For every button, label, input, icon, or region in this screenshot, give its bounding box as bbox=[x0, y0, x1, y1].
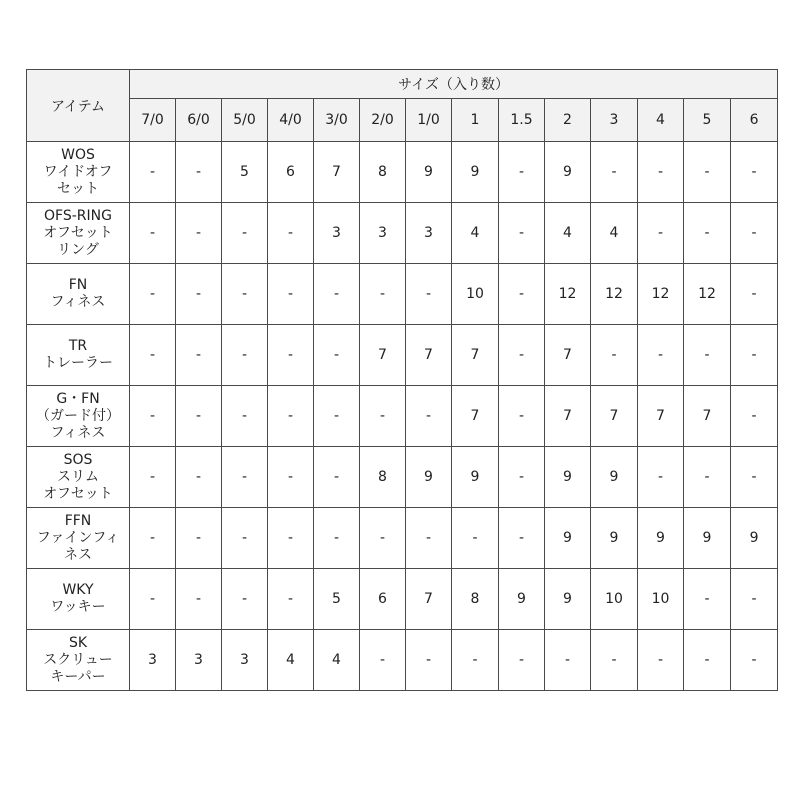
count-cell: 6 bbox=[268, 142, 314, 203]
count-cell: 9 bbox=[591, 447, 638, 508]
count-cell: - bbox=[130, 325, 176, 386]
item-name-line: オフセット bbox=[43, 485, 113, 502]
item-name-cell bbox=[27, 508, 130, 569]
count-cell: - bbox=[268, 569, 314, 630]
count-cell: 4 bbox=[452, 203, 499, 264]
count-cell: 9 bbox=[545, 447, 591, 508]
size-header-cell: 3/0 bbox=[314, 99, 360, 142]
count-cell: 4 bbox=[268, 630, 314, 691]
count-cell: - bbox=[499, 203, 545, 264]
item-name-cell bbox=[27, 142, 130, 203]
table-row bbox=[27, 569, 778, 630]
size-header-cell: 6 bbox=[731, 99, 778, 142]
item-name-cell bbox=[27, 264, 130, 325]
item-name-line: OFS-RING bbox=[44, 207, 112, 224]
count-cell: - bbox=[314, 264, 360, 325]
size-group-header: サイズ（入り数） bbox=[130, 70, 778, 99]
table-body bbox=[27, 142, 778, 691]
count-cell: 9 bbox=[545, 569, 591, 630]
count-cell: - bbox=[222, 203, 268, 264]
count-cell: - bbox=[314, 447, 360, 508]
count-cell: - bbox=[268, 264, 314, 325]
count-cell: - bbox=[314, 386, 360, 447]
count-cell: 3 bbox=[406, 203, 452, 264]
item-name-line: スリム bbox=[57, 468, 99, 485]
count-cell: - bbox=[314, 508, 360, 569]
count-cell: - bbox=[591, 142, 638, 203]
count-cell: 7 bbox=[452, 386, 499, 447]
count-cell: - bbox=[731, 203, 778, 264]
count-cell: 9 bbox=[406, 142, 452, 203]
size-header-cell: 1/0 bbox=[406, 99, 452, 142]
item-name-line: リング bbox=[57, 241, 99, 258]
count-cell: 7 bbox=[545, 386, 591, 447]
count-cell: 7 bbox=[452, 325, 499, 386]
count-cell: 7 bbox=[684, 386, 731, 447]
count-cell: 5 bbox=[222, 142, 268, 203]
item-name-line: （ガード付） bbox=[36, 407, 120, 424]
count-cell: 8 bbox=[452, 569, 499, 630]
count-cell: - bbox=[406, 630, 452, 691]
count-cell: - bbox=[130, 142, 176, 203]
count-cell: - bbox=[499, 386, 545, 447]
count-cell: - bbox=[731, 325, 778, 386]
count-cell: - bbox=[268, 447, 314, 508]
item-name-line: FFN bbox=[64, 512, 92, 529]
count-cell: - bbox=[406, 386, 452, 447]
count-cell: 7 bbox=[591, 386, 638, 447]
count-cell: - bbox=[684, 447, 731, 508]
item-name-cell bbox=[27, 447, 130, 508]
count-cell: 12 bbox=[638, 264, 684, 325]
count-cell: 10 bbox=[638, 569, 684, 630]
count-cell: - bbox=[499, 447, 545, 508]
item-name-line: セット bbox=[57, 180, 99, 197]
count-cell: 10 bbox=[452, 264, 499, 325]
count-cell: - bbox=[176, 264, 222, 325]
count-cell: - bbox=[176, 447, 222, 508]
table-row bbox=[27, 142, 778, 203]
item-name-line: ワイドオフ bbox=[43, 163, 113, 180]
count-cell: 12 bbox=[591, 264, 638, 325]
count-cell: - bbox=[360, 630, 406, 691]
count-cell: - bbox=[360, 386, 406, 447]
count-cell: 4 bbox=[545, 203, 591, 264]
count-cell: - bbox=[406, 264, 452, 325]
count-cell: - bbox=[452, 508, 499, 569]
count-cell: 10 bbox=[591, 569, 638, 630]
count-cell: - bbox=[731, 630, 778, 691]
item-name-line: キーパー bbox=[50, 668, 106, 685]
count-cell: 9 bbox=[591, 508, 638, 569]
count-cell: 9 bbox=[684, 508, 731, 569]
count-cell: 3 bbox=[176, 630, 222, 691]
count-cell: 8 bbox=[360, 447, 406, 508]
count-cell: - bbox=[684, 203, 731, 264]
count-cell: - bbox=[684, 569, 731, 630]
table-row bbox=[27, 264, 778, 325]
table-row bbox=[27, 447, 778, 508]
count-cell: 8 bbox=[360, 142, 406, 203]
count-cell: 6 bbox=[360, 569, 406, 630]
table-row bbox=[27, 325, 778, 386]
item-name-line: スクリュー bbox=[43, 651, 113, 668]
item-name-cell bbox=[27, 203, 130, 264]
count-cell: - bbox=[176, 569, 222, 630]
count-cell: - bbox=[638, 447, 684, 508]
count-cell: 9 bbox=[452, 142, 499, 203]
count-cell: - bbox=[360, 508, 406, 569]
count-cell: - bbox=[591, 630, 638, 691]
count-cell: - bbox=[684, 630, 731, 691]
count-cell: 9 bbox=[545, 142, 591, 203]
count-cell: - bbox=[499, 630, 545, 691]
count-cell: - bbox=[268, 203, 314, 264]
item-name-line: ファインフィ bbox=[36, 529, 120, 546]
count-cell: - bbox=[731, 386, 778, 447]
count-cell: - bbox=[176, 142, 222, 203]
item-name-line: オフセット bbox=[43, 224, 113, 241]
count-cell: - bbox=[222, 447, 268, 508]
size-header-cell: 1 bbox=[452, 99, 499, 142]
count-cell: 7 bbox=[314, 142, 360, 203]
size-header-cell: 4 bbox=[638, 99, 684, 142]
table-row bbox=[27, 508, 778, 569]
count-cell: - bbox=[684, 325, 731, 386]
size-header-cell: 2 bbox=[545, 99, 591, 142]
count-cell: 12 bbox=[545, 264, 591, 325]
item-name-line: WOS bbox=[61, 146, 95, 163]
item-name-line: フィネス bbox=[50, 424, 106, 441]
item-name-line: フィネス bbox=[50, 294, 106, 310]
count-cell: - bbox=[130, 203, 176, 264]
table-row bbox=[27, 386, 778, 447]
count-cell: - bbox=[222, 569, 268, 630]
count-cell: - bbox=[268, 386, 314, 447]
count-cell: 5 bbox=[314, 569, 360, 630]
count-cell: - bbox=[452, 630, 499, 691]
item-name-line: ワッキー bbox=[50, 599, 106, 615]
count-cell: 7 bbox=[545, 325, 591, 386]
count-cell: - bbox=[638, 203, 684, 264]
count-cell: 12 bbox=[684, 264, 731, 325]
count-cell: 3 bbox=[314, 203, 360, 264]
count-cell: - bbox=[684, 142, 731, 203]
count-cell: - bbox=[638, 142, 684, 203]
item-name-cell bbox=[27, 630, 130, 691]
count-cell: - bbox=[591, 325, 638, 386]
count-cell: - bbox=[638, 325, 684, 386]
item-name-cell bbox=[27, 325, 130, 386]
size-header-row bbox=[27, 99, 778, 142]
count-cell: - bbox=[130, 569, 176, 630]
size-header-cell: 6/0 bbox=[176, 99, 222, 142]
count-cell: - bbox=[499, 325, 545, 386]
count-cell: - bbox=[499, 508, 545, 569]
size-header-cell: 5 bbox=[684, 99, 731, 142]
count-cell: - bbox=[130, 447, 176, 508]
size-header-cell: 7/0 bbox=[130, 99, 176, 142]
count-cell: - bbox=[731, 447, 778, 508]
size-header-cell: 2/0 bbox=[360, 99, 406, 142]
count-cell: 3 bbox=[130, 630, 176, 691]
count-cell: - bbox=[176, 386, 222, 447]
count-cell: - bbox=[130, 386, 176, 447]
count-cell: 7 bbox=[638, 386, 684, 447]
item-name-line: WKY bbox=[62, 582, 94, 598]
count-cell: 7 bbox=[360, 325, 406, 386]
count-cell: - bbox=[499, 142, 545, 203]
count-cell: 7 bbox=[406, 325, 452, 386]
count-cell: - bbox=[222, 325, 268, 386]
table-row bbox=[27, 203, 778, 264]
size-header-cell: 5/0 bbox=[222, 99, 268, 142]
count-cell: - bbox=[130, 508, 176, 569]
count-cell: - bbox=[176, 325, 222, 386]
count-cell: - bbox=[499, 264, 545, 325]
size-header-cell: 1.5 bbox=[499, 99, 545, 142]
item-name-line: TR bbox=[68, 338, 88, 354]
item-name-line: ネス bbox=[64, 546, 92, 563]
hook-size-table bbox=[26, 69, 778, 691]
count-cell: - bbox=[176, 508, 222, 569]
table-row bbox=[27, 630, 778, 691]
count-cell: 9 bbox=[499, 569, 545, 630]
count-cell: 9 bbox=[545, 508, 591, 569]
count-cell: - bbox=[176, 203, 222, 264]
count-cell: 9 bbox=[452, 447, 499, 508]
count-cell: 3 bbox=[222, 630, 268, 691]
count-cell: - bbox=[638, 630, 684, 691]
count-cell: - bbox=[222, 386, 268, 447]
count-cell: - bbox=[731, 142, 778, 203]
count-cell: 7 bbox=[406, 569, 452, 630]
count-cell: - bbox=[314, 325, 360, 386]
item-name-line: SOS bbox=[63, 451, 93, 468]
size-header-cell: 3 bbox=[591, 99, 638, 142]
count-cell: 9 bbox=[406, 447, 452, 508]
count-cell: - bbox=[406, 508, 452, 569]
item-name-line: SK bbox=[68, 634, 88, 651]
count-cell: - bbox=[268, 508, 314, 569]
size-header-cell: 4/0 bbox=[268, 99, 314, 142]
count-cell: 9 bbox=[731, 508, 778, 569]
count-cell: - bbox=[130, 264, 176, 325]
count-cell: - bbox=[222, 264, 268, 325]
item-column-header: アイテム bbox=[27, 70, 130, 142]
count-cell: - bbox=[222, 508, 268, 569]
count-cell: 3 bbox=[360, 203, 406, 264]
item-name-line: トレーラー bbox=[43, 355, 113, 371]
count-cell: - bbox=[731, 569, 778, 630]
count-cell: 9 bbox=[638, 508, 684, 569]
count-cell: 4 bbox=[314, 630, 360, 691]
count-cell: - bbox=[545, 630, 591, 691]
count-cell: - bbox=[268, 325, 314, 386]
item-name-line: G・FN bbox=[56, 390, 100, 407]
item-name-line: FN bbox=[68, 277, 88, 293]
item-name-cell bbox=[27, 386, 130, 447]
item-name-cell bbox=[27, 569, 130, 630]
count-cell: - bbox=[360, 264, 406, 325]
count-cell: 4 bbox=[591, 203, 638, 264]
count-cell: - bbox=[731, 264, 778, 325]
